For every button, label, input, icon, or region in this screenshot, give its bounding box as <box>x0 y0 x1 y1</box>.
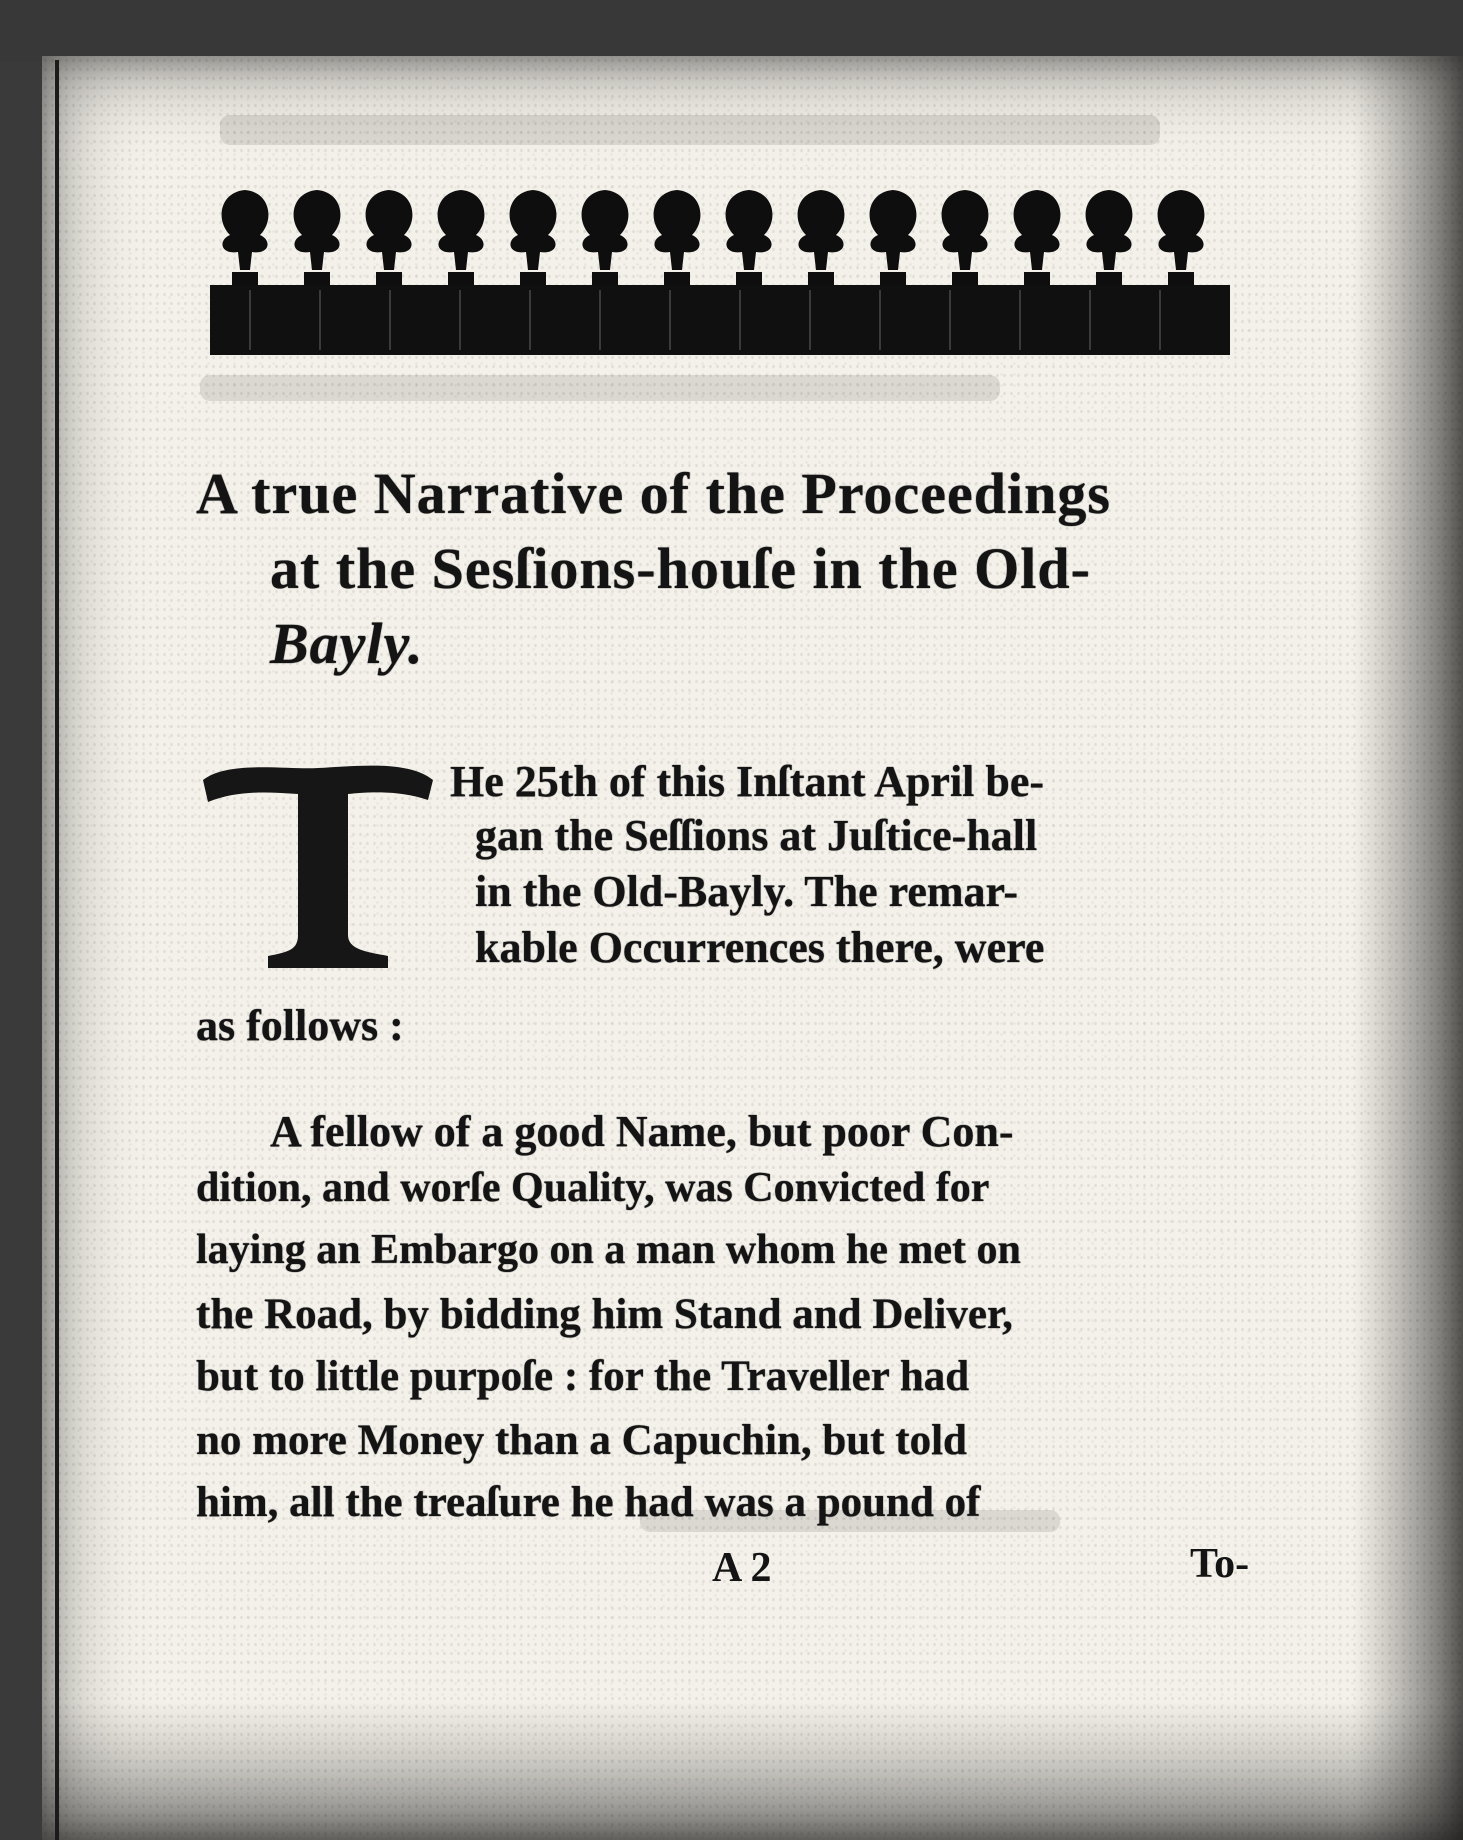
intro-line-1: He 25th of this Inſtant April be- <box>450 757 1045 806</box>
paragraph-line-2: dition, and worſe Quality, was Convicted for <box>196 1165 990 1211</box>
paragraph-line-1: A fellow of a good Name, but poor Con- <box>270 1107 1014 1156</box>
intro-line-4: kable Occurrences there, were <box>475 923 1045 972</box>
title-line-2: at the Sesſions-houſe in the Old- <box>270 536 1091 601</box>
ornamental-headpiece-icon <box>210 180 1230 360</box>
signature-mark: A 2 <box>712 1545 772 1591</box>
title-line-1: A true Narrative of the Proceedings <box>196 461 1111 526</box>
intro-line-2: gan the Seſſions at Juſtice-hall <box>475 811 1038 860</box>
paragraph-line-6: no more Money than a Capuchin, but told <box>196 1417 967 1464</box>
dropcap-letter-t-icon <box>198 760 438 970</box>
intro-line-5: as follows : <box>196 1001 404 1050</box>
paragraph-line-5: but to little purpoſe : for the Traveller had <box>196 1353 970 1400</box>
paragraph-line-7: him, all the treaſure he had was a pound of <box>196 1479 981 1526</box>
paragraph-line-3: laying an Embargo on a man whom he met on <box>196 1227 1021 1273</box>
intro-line-3: in the Old-Bayly. The remar- <box>475 867 1019 916</box>
title-line-3: Bayly. <box>270 611 424 676</box>
catchword: To- <box>1190 1541 1250 1587</box>
paragraph-line-4: the Road, by bidding him Stand and Deliver, <box>196 1291 1013 1338</box>
